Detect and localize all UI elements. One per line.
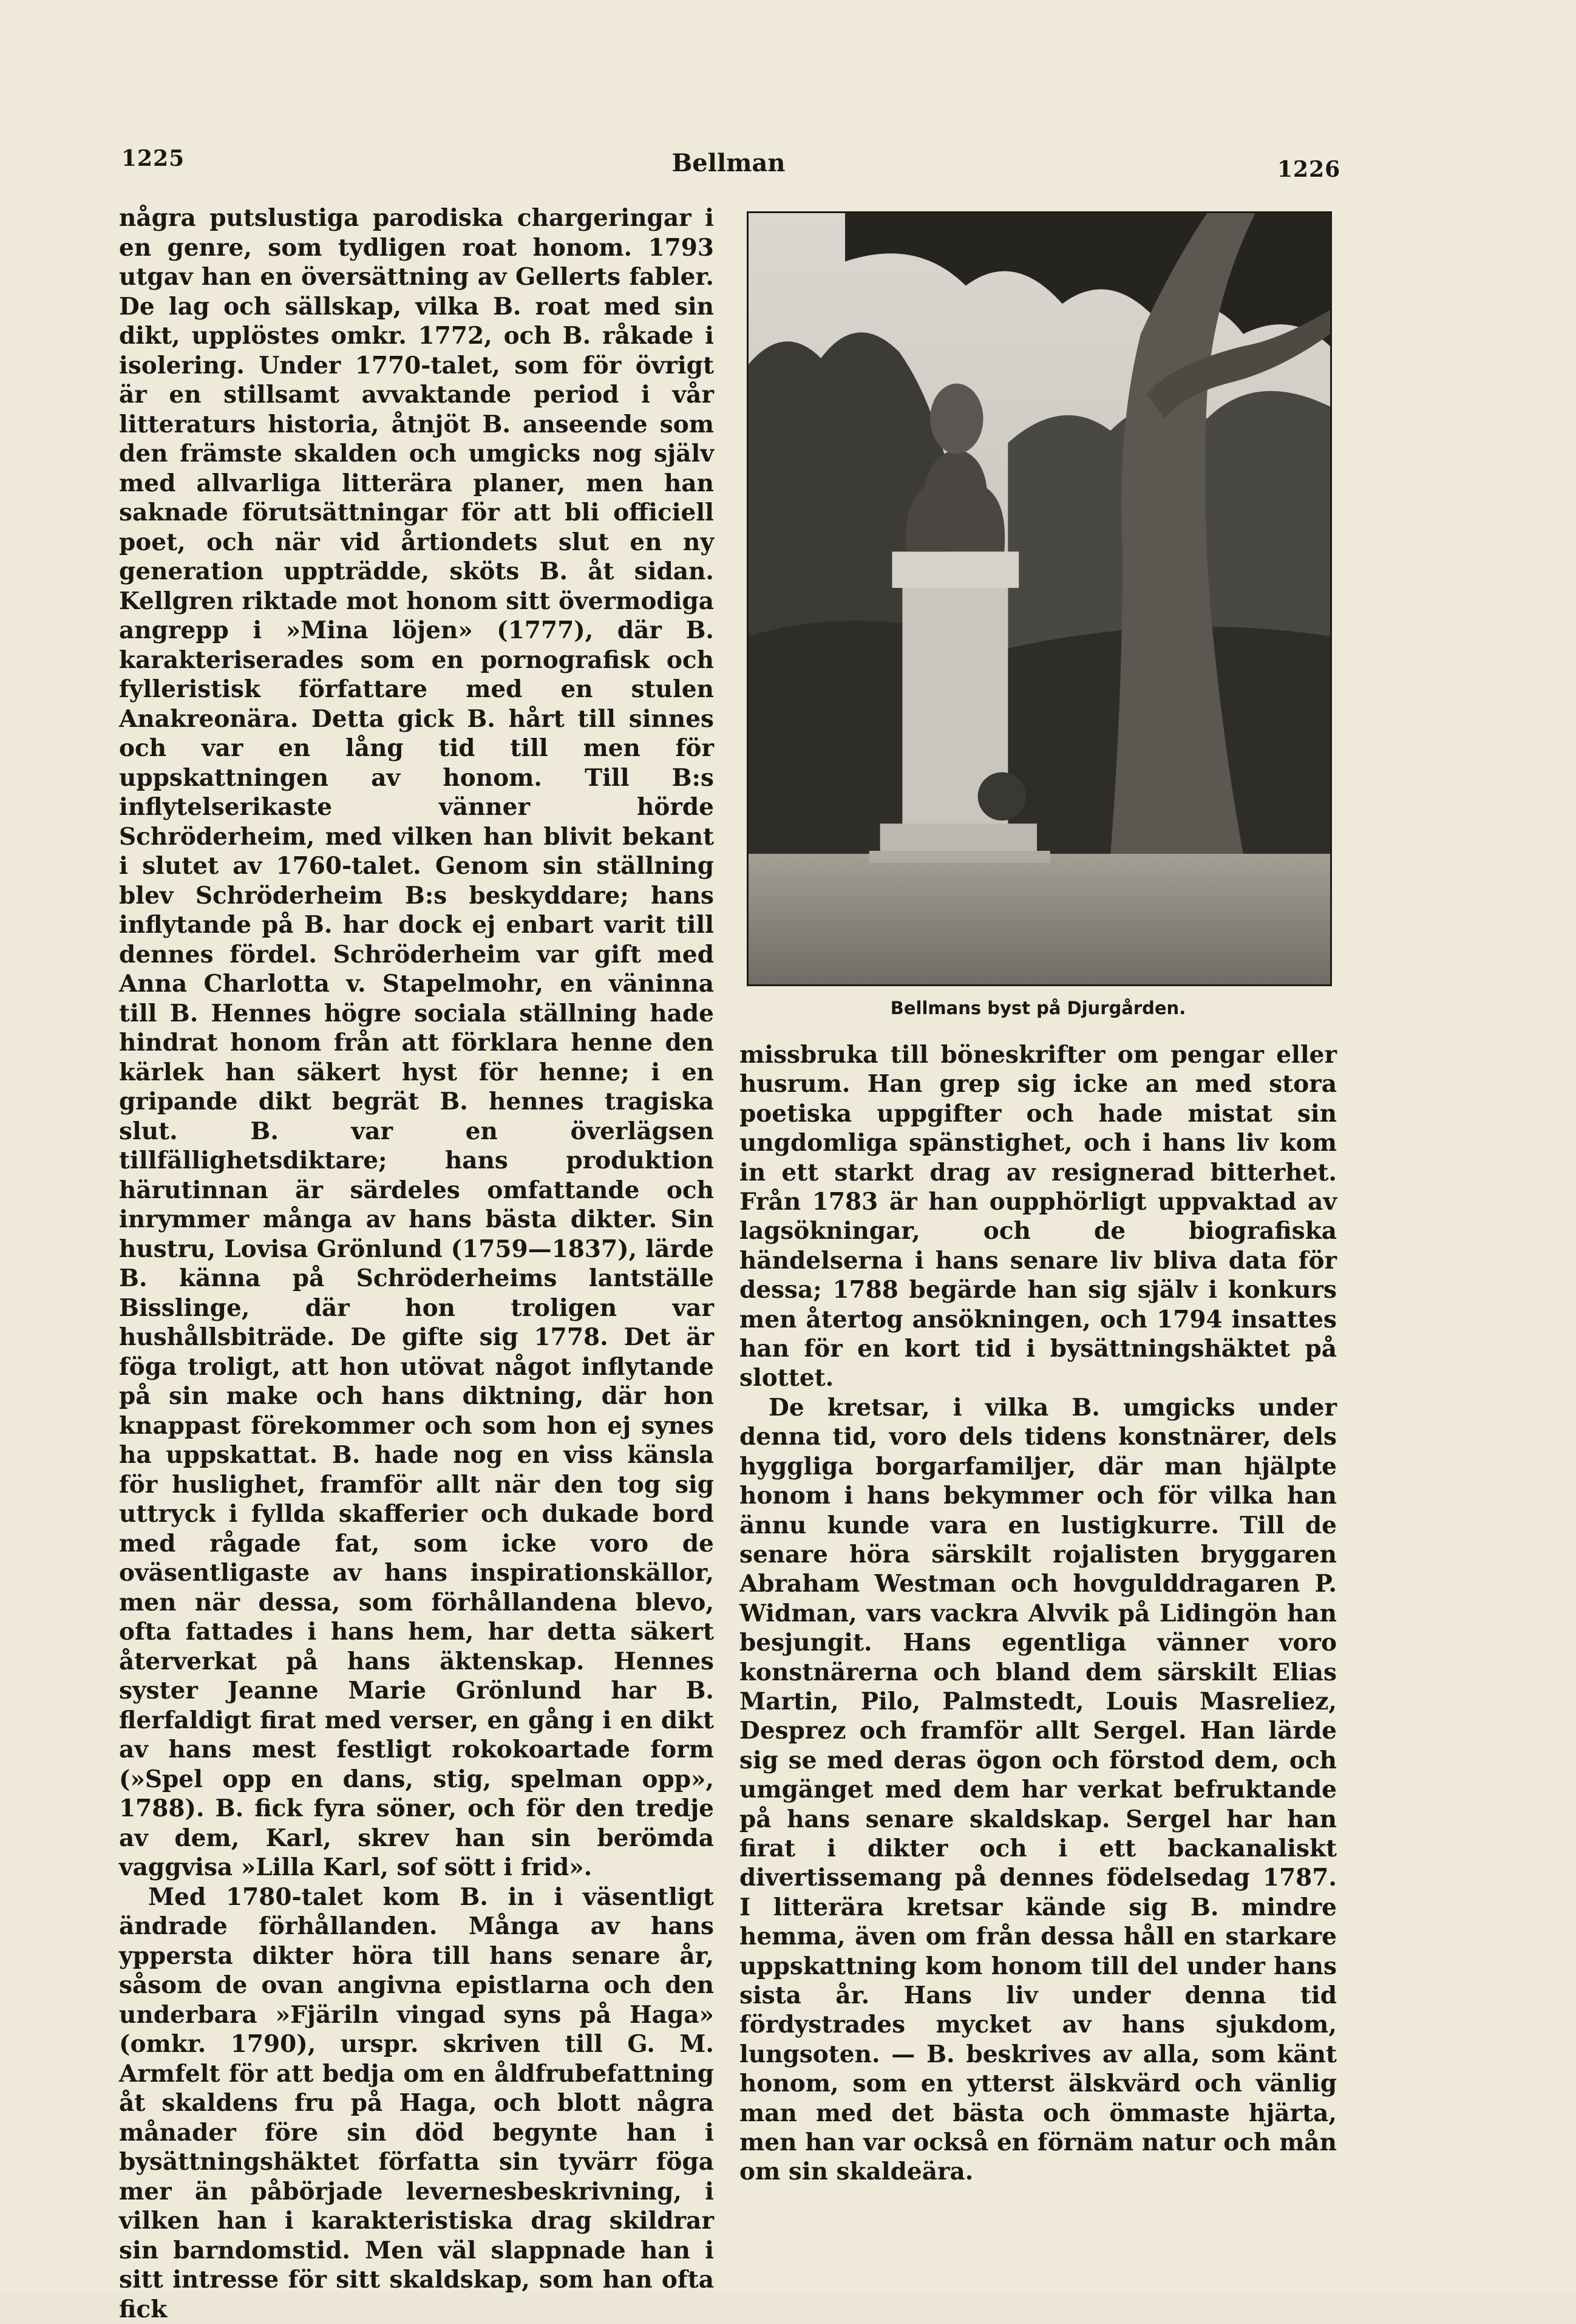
left-column bbox=[119, 203, 714, 2324]
photo-caption: Bellmans byst på Djurgården. bbox=[739, 998, 1337, 1018]
left-paragraph-2: Med 1780-talet kom B. in i väsentligt ändrade förhållanden. Många av hans yppersta dikter höra till hans senare år, såsom de ovan angivna epistlarna och den underbara »Fjäriln vingad syns på Haga» (omkr. 1790), urspr. skriven till G. M. Armfelt för att bedja om en åldfrubefattning åt skaldens fru på Haga, och blott några månader före sin död begynte han i bysättningshäktet författa sin tyvärr föga mer än påbörjade levernesbeskrivning, i vilken han i karakteristiska drag skildrar sin barndomstid. Men väl slappnade han i sitt intresse för sitt skaldskap, som han ofta fick bbox=[119, 1883, 714, 2324]
page-number-left: 1225 bbox=[121, 146, 185, 171]
right-paragraph-2: De kretsar, i vilka B. umgicks under denna tid, voro dels tidens konstnärer, dels hyggliga borgarfamiljer, där man hjälpte honom i hans bekymmer och för vilka han ännu kunde vara en lustigkurre. Till de senare höra särskilt rojalisten bryggaren Abraham Westman och hovgulddragaren P. Widman, vars vackra Alvvik på Lidingön han besjungit. Hans egentliga vänner voro konstnärerna och bland dem särskilt Elias Martin, Pilo, Palmstedt, Louis Masreliez, Desprez och framför allt Sergel. Han lärde sig se med deras ögon och förstod dem, och umgänget med dem har verkat befruktande på hans senare skaldskap. Sergel har han firat i dikter och i ett backanaliskt divertissemang på dennes födelsedag 1787. I litterära kretsar kände sig B. mindre hemma, även om från dessa håll en starkare uppskattning kom honom till del under hans sista år. Hans liv under denna tid fördystrades mycket av hans sjukdom, lungsoten. — B. beskrives av alla, som känt honom, som en ytterst älskvärd och vänlig man med det bästa och ömmaste hjärta, men han var också en förnäm natur och mån om sin skaldeära. bbox=[739, 1393, 1337, 2187]
right-paragraph-1: missbruka till böneskrifter om pengar eller husrum. Han grep sig icke an med stora poetiska uppgifter och hade mistat sin ungdomliga spänstighet, och i hans liv kom in ett starkt drag av resignerad bitterhet. Från 1783 är han oupphörligt uppvaktad av lagsökningar, och de biografiska händelserna i hans senare liv bliva data för dessa; 1788 begärde han sig själv i konkurs men återtog ansökningen, och 1794 insattes han för en kort tid i bysättningshäktet på slottet. bbox=[739, 1040, 1337, 1393]
bust-photo-illustration bbox=[749, 213, 1330, 984]
right-column bbox=[739, 1040, 1337, 2187]
running-head: Bellman bbox=[668, 149, 789, 177]
page-number-right: 1226 bbox=[1277, 157, 1340, 182]
bust-photograph bbox=[747, 211, 1332, 986]
left-paragraph-1: några putslustiga parodiska chargeringar i en genre, som tydligen roat honom. 1793 utgav han en översättning av Gellerts fabler. De lag och sällskap, vilka B. roat med sin dikt, upplöstes omkr. 1772, och B. råkade i isolering. Under 1770-talet, som för övrigt är en stillsamt avvaktande period i vår litteraturs historia, åtnjöt B. anseende som den främste skalden och umgicks nog själv med allvarliga litterära planer, men han saknade förutsättningar för att bli officiell poet, och när vid årtiondets slut en ny generation uppträdde, sköts B. åt sidan. Kellgren riktade mot honom sitt övermodiga angrepp i »Mina löjen» (1777), där B. karakteriserades som en pornografisk och fylleristisk författare med en stulen Anakreonära. Detta gick B. hårt till sinnes och var en lång tid till men för uppskattningen av honom. Till B:s inflytelserikaste vänner hörde Schröderheim, med vilken han blivit bekant i slutet av 1760-talet. Genom sin ställning blev Schröderheim B:s beskyddare; hans inflytande på B. har dock ej enbart varit till dennes fördel. Schröderheim var gift med Anna Charlotta v. Stapelmohr, en väninna till B. Hennes högre sociala ställning hade hindrat honom från att förklara henne den kärlek han säkert hyst för henne; i en gripande dikt begrät B. hennes tragiska slut. B. var en överlägsen tillfällighetsdiktare; hans produktion härutinnan är särdeles omfattande och inrymmer många av hans bästa dikter. Sin hustru, Lovisa Grönlund (1759—1837), lärde B. känna på Schröderheims lantställe Bisslinge, där hon troligen var hushållsbiträde. De gifte sig 1778. Det är föga troligt, att hon utövat något inflytande på sin make och hans diktning, där hon knappast förekommer och som hon ej synes ha uppskattat. B. hade nog en viss känsla för huslighet, framför allt när den tog sig uttryck i fyllda skafferier och dukade bord med rågade fat, som icke voro de oväsentligaste av hans inspirationskällor, men när dessa, som förhållandena blevo, ofta fattades i hans hem, har detta säkert återverkat på hans äktenskap. Hennes syster Jeanne Marie Grönlund har B. flerfaldigt firat med verser, en gång i en dikt av hans mest festligt rokokoartade form (»Spel opp en dans, stig, spelman opp», 1788). B. fick fyra söner, och för den tredje av dem, Karl, skrev han sin berömda vaggvisa »Lilla Karl, sof sött i frid». bbox=[119, 203, 714, 1883]
